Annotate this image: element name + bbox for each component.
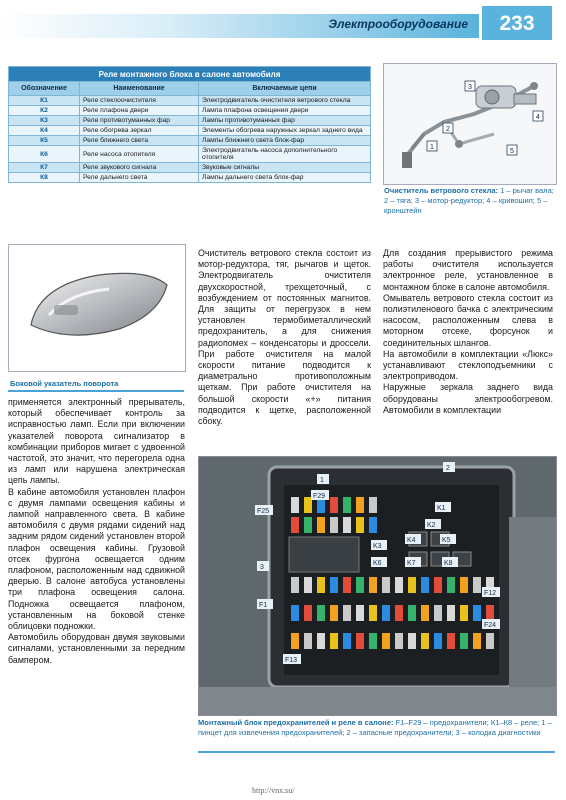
label-f24-text: F24 [484, 622, 497, 629]
label-k4-text: K4 [407, 537, 416, 544]
relay-name-cell: Реле дальнего света [80, 173, 199, 183]
wiper-callout-layer [383, 63, 555, 183]
paragraph: В кабине автомобиля установлен плафон с двумя лампами освещения кабины и лампой направленного света. В кабине автомобиля с двумя рядами сидений над задним рядом сидений установлен второй плафон освещения кабины. Грузовой отсек фургона освещается одним плафоном, расположенным над сдвижной дверью. В салоне автобуса установлены три плафона освещения салона. Подножка освещается плафоном, установленным на боковой стенке облицовки подножки. [8, 486, 185, 632]
label-k7-text: K7 [407, 560, 416, 567]
paragraph: На автомобили в комплектации «Люкс» устанавливают стеклоподъемники с электроприводом. [383, 348, 553, 382]
caption-divider [198, 751, 555, 753]
relay-name-cell: Реле насоса отопителя [80, 146, 199, 163]
label-k6 [371, 557, 387, 567]
text-column-right [383, 248, 553, 416]
label-f24 [482, 619, 500, 629]
label-f1-text: F1 [259, 602, 268, 609]
section-title: Электрооборудование [328, 17, 468, 31]
turn-signal-figure [8, 244, 186, 372]
relay-table [8, 66, 371, 183]
table-row [9, 106, 371, 116]
column-header: Наименование [80, 82, 199, 96]
label-f12 [482, 587, 500, 597]
relay-code-cell: К4 [9, 126, 80, 136]
callout-3-label: 3 [468, 84, 472, 91]
relay-circuit-cell: Лампа плафона освещения двери [199, 106, 371, 116]
label-k2-text: K2 [427, 522, 436, 529]
paragraph: Очиститель ветрового стекла состоит из мотор-редуктора, тяг, рычагов и щеток. Электродвигатель очистителя двухскоростной, трехщеточный, с возбуждением от постоянных магнитов. Для защиты от перегрузок в нем установлен термобиметаллический предохранитель, а для снижения радиопомех – конденсаторы и дроссели. При работе очистителя на малой скорости питание подводится к диаметрально противоположным щеткам. При работе очистителя на большой скорости «+» питания подводится к щетке, расположенной сбоку. [198, 248, 371, 427]
label-f29 [311, 490, 329, 500]
callout-4-label: 4 [536, 114, 540, 121]
relay-code-cell: К2 [9, 106, 80, 116]
label-k5 [440, 534, 456, 544]
label-f12-text: F12 [484, 590, 497, 597]
wiper-caption-title: Очиститель ветрового стекла: [384, 186, 499, 195]
label-f25 [255, 505, 273, 515]
wiper-callouts [383, 63, 555, 183]
table-title: Реле монтажного блока в салоне автомобиля [9, 67, 371, 82]
relay-circuit-cell: Электродвигатель очистителя ветрового стекла [199, 96, 371, 106]
table-row [9, 163, 371, 173]
relay-circuit-cell: Электродвигатель насоса дополнительного отопителя [199, 146, 371, 163]
label-f13-text: F13 [285, 657, 298, 664]
fuse-block-figure [198, 456, 557, 716]
callout-1 [427, 141, 437, 151]
label-k7 [405, 557, 421, 567]
relay-circuit-cell: Лампы дальнего света блок-фар [199, 173, 371, 183]
relay-circuit-cell: Звуковые сигналы [199, 163, 371, 173]
relay-code-cell: К5 [9, 136, 80, 146]
callout-4 [533, 111, 543, 121]
fuse-label-layer [199, 457, 556, 715]
label-k3 [371, 540, 387, 550]
label-k1-text: K1 [437, 505, 446, 512]
label-k8-text: K8 [444, 560, 453, 567]
label-k3-text: K3 [373, 543, 382, 550]
label-f13 [283, 654, 301, 664]
callout-2 [443, 123, 453, 133]
fuse-caption [198, 718, 555, 738]
relay-name-cell: Реле плафона двери [80, 106, 199, 116]
fuse-callout-layer [199, 457, 556, 715]
text-column-middle [198, 248, 371, 427]
label-f25-text: F25 [257, 508, 270, 515]
turn-signal-caption: Боковой указатель поворота [10, 379, 119, 388]
caption-divider [8, 390, 184, 392]
page-number: 233 [482, 6, 552, 40]
paragraph: Омыватель ветрового стекла состоит из полиэтиленового бачка с электрическим насосом, расположенным слева в моторном отсеке, форсунок и соединительных шлангов. [383, 292, 553, 348]
relay-circuit-cell: Элементы обогрева наружных зеркал заднего вида [199, 126, 371, 136]
table-row [9, 173, 371, 183]
paragraph: Для создания прерывистого режима работы очистителя используется электронное реле, установленное в монтажном блоке в салоне автомобиля. [383, 248, 553, 292]
relay-code-cell: К7 [9, 163, 80, 173]
relay-name-cell: Реле противотуманных фар [80, 116, 199, 126]
label-3-text: 3 [260, 564, 264, 571]
callout-5 [507, 145, 517, 155]
column-header: Включаемые цепи [199, 82, 371, 96]
table-row [9, 146, 371, 163]
fuse-caption-title: Монтажный блок предохранителей и реле в салоне: [198, 718, 394, 727]
relay-name-cell: Реле стеклоочистителя [80, 96, 199, 106]
label-k2 [425, 519, 441, 529]
relay-code-cell: К8 [9, 173, 80, 183]
paragraph: Автомобиль оборудован двумя звуковыми сигналами, установленными за передним бампером. [8, 632, 185, 665]
callout-3 [465, 81, 475, 91]
fuse-caption-text: F1–F29 – предохранители; К1–К8 – реле; 1 – пинцет для извлечения предохранителей; 2 – запасные предохранители; 3 – колодка диагностики [198, 718, 552, 737]
table-row [9, 116, 371, 126]
footer-url: http://vnx.su/ [252, 786, 295, 795]
label-k4 [405, 534, 421, 544]
table-row [9, 126, 371, 136]
label-k1 [435, 502, 451, 512]
wiper-caption [384, 186, 556, 216]
relay-code-cell: К6 [9, 146, 80, 163]
table-row [9, 96, 371, 106]
callout-1-label: 1 [430, 144, 434, 151]
table-row [9, 136, 371, 146]
callout-5-label: 5 [510, 148, 514, 155]
paragraph: Наружные зеркала заднего вида оборудованы электрообогревом. Автомобили в комплектации [383, 382, 553, 415]
relay-code-cell: К1 [9, 96, 80, 106]
label-k8 [442, 557, 458, 567]
turn-signal-image [9, 245, 185, 371]
label-k6-text: K6 [373, 560, 382, 567]
callout-2-label: 2 [446, 126, 450, 133]
relay-name-cell: Реле ближнего света [80, 136, 199, 146]
label-3 [257, 561, 269, 571]
paragraph: применяется электронный прерыватель, который обеспечивает контроль за исправностью ламп. Если при включении указателей поворота сигнализатор в комбинации приборов мигает с удвоенной частотой, это значит, что перегорела одна из ламп или нарушена электрическая цепь лампы. [8, 397, 185, 486]
wiper-caption-text: 1 – рычаг вала; 2 – тяга; 3 – мотор-редуктор; 4 – кривошип; 5 – кронштейн [384, 186, 554, 215]
label-1 [317, 474, 329, 484]
label-2 [443, 462, 455, 472]
label-f1 [257, 599, 273, 609]
relay-code-cell: К3 [9, 116, 80, 126]
label-2-text: 2 [446, 465, 450, 472]
relay-table-body [9, 96, 371, 183]
label-f29-text: F29 [313, 493, 326, 500]
text-column-left [8, 397, 185, 666]
column-header: Обозначение [9, 82, 80, 96]
relay-circuit-cell: Лампы противотуманных фар [199, 116, 371, 126]
relay-name-cell: Реле обогрева зеркал [80, 126, 199, 136]
label-k5-text: K5 [442, 537, 451, 544]
label-1-text: 1 [320, 477, 324, 484]
relay-name-cell: Реле звукового сигнала [80, 163, 199, 173]
relay-circuit-cell: Лампы ближнего света блок-фар [199, 136, 371, 146]
